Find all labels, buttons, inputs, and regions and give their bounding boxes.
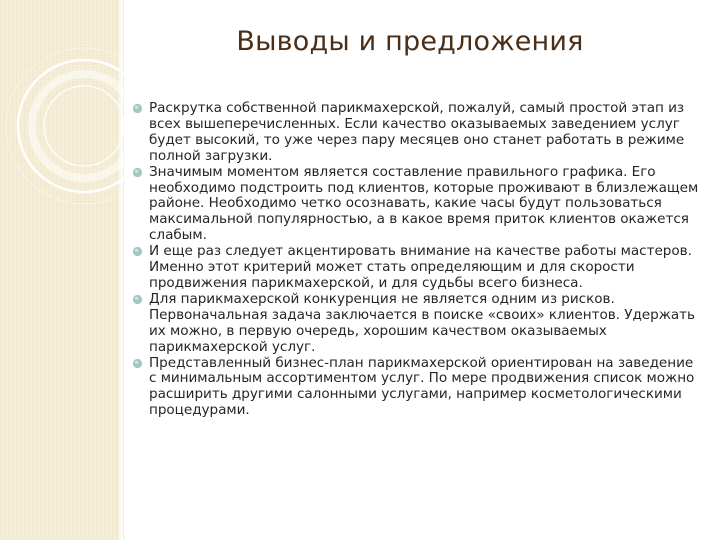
teal-circle-bullet-icon	[132, 358, 143, 369]
bullet-item	[130, 292, 700, 356]
teal-circle-bullet-icon	[132, 167, 143, 178]
bullet-text: Значимым моментом является составление правильного графика. Его необходимо подстроить под клиентов, которые проживают в близлежащем районе. Необходимо четко осознавать, какие часы будут пользоваться максимальной популярностью, а в какое время приток клиентов окажется слабым.	[149, 163, 699, 244]
bullet-text: Раскрутка собственной парикмахерской, пожалуй, самый простой этап из всех вышеперечисленных. Если качество оказываемых заведением услуг будет высокий, то уже через пару месяцев оно станет работать в режиме полной загрузки.	[149, 100, 685, 164]
slide-title: Выводы и предложения	[236, 26, 584, 57]
teal-circle-bullet-icon	[132, 246, 143, 257]
bullet-text: Для парикмахерской конкуренция не является одним из рисков. Первоначальная задача заключается в поиске «своих» клиентов. Удержать их можно, в первую очередь, хорошим качеством оказываемых парикмахерской услуг.	[149, 290, 696, 355]
bullet-item	[130, 101, 700, 165]
bullet-text: И еще раз следует акцентировать внимание на качестве работы мастеров. Именно этот критерий может стать определяющим и для скорости продвижения парикмахерской, и для судьбы всего бизнеса.	[149, 243, 692, 291]
bullet-item	[130, 356, 700, 420]
bullet-text: Представленный бизнес-план парикмахерской ориентирован на заведение с минимальным ассортиментом услуг. По мере продвижения список можно расширить другими салонными услугами, например косметологическими процедурами.	[149, 354, 695, 419]
bullet-list	[130, 101, 700, 419]
teal-circle-bullet-icon	[132, 103, 143, 114]
bullet-item	[130, 244, 700, 292]
bullet-item	[130, 165, 700, 245]
teal-circle-bullet-icon	[132, 294, 143, 305]
